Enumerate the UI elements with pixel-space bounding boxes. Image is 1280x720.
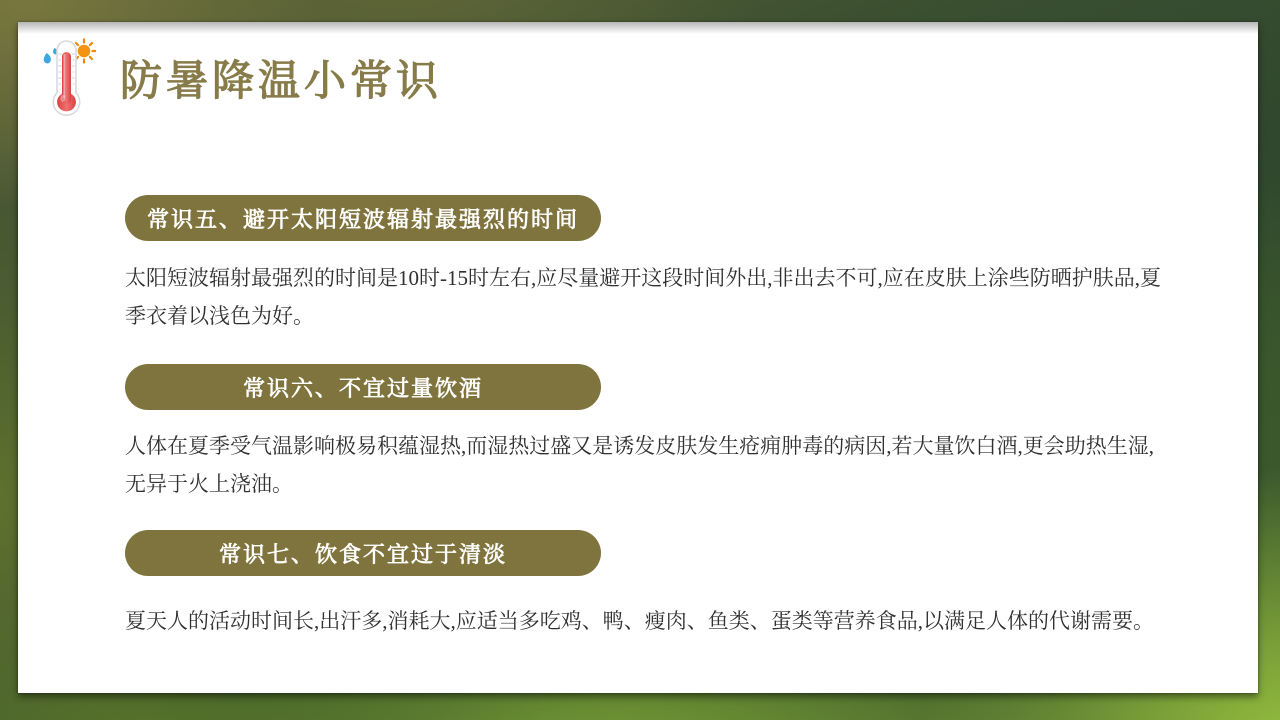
section-body-tip7: 夏天人的活动时间长,出汗多,消耗大,应适当多吃鸡、鸭、瘦肉、鱼类、蛋类等营养食品,以满足人体的代谢需要。	[125, 609, 1154, 633]
title-row	[38, 38, 442, 118]
slide-card	[18, 22, 1258, 693]
section-body-tip5: 太阳短波辐射最强烈的时间是10时-15时左右,应尽量避开这段时间外出,非出去不可,应在皮肤上涂些防晒护肤品,夏季衣着以浅色为好。	[125, 266, 1161, 328]
section-body-tip6: 人体在夏季受气温影响极易积蕴湿热,而湿热过盛又是诱发皮肤发生疮痈肿毒的病因,若大量饮白酒,更会助热生湿,无异于火上浇油。	[125, 434, 1154, 496]
section-heading-tip5: 常识五、避开太阳短波辐射最强烈的时间	[125, 195, 601, 241]
section-heading-tip6: 常识六、不宜过量饮酒	[125, 364, 601, 410]
page-title: 防暑降温小常识	[120, 59, 443, 105]
section-heading-tip7: 常识七、饮食不宜过于清淡	[125, 530, 601, 576]
thermometer-sun-icon	[38, 38, 96, 118]
